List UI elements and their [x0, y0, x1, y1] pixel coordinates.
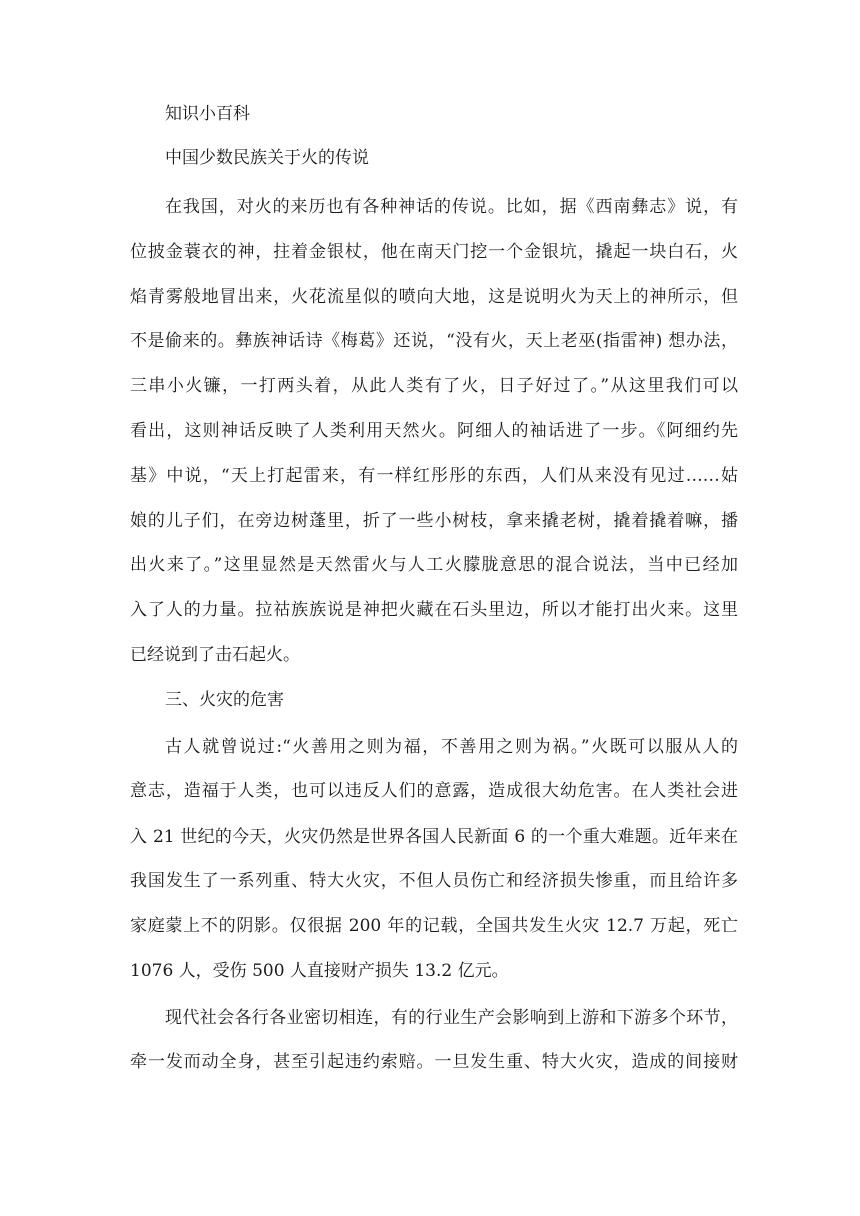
- paragraph-line: 现代社会各行各业密切相连，有的行业生产会影响到上游和下游多个环节，: [165, 1008, 738, 1028]
- paragraph-line: 1076 人，受伤 500 人直接财产损失 13.2 亿元。: [130, 961, 509, 981]
- paragraph-line: 娘的儿子们，在旁边树蓬里，折了一些小树枝，拿来撬老树，撬着撬着嘛，播: [130, 511, 738, 531]
- paragraph-line: 三串小火镰，一打两头着，从此人类有了火，日子好过了。”从这里我们可以: [130, 376, 738, 396]
- section-heading-legend: 中国少数民族关于火的传说: [165, 148, 369, 168]
- section-heading-knowledge: 知识小百科: [165, 104, 250, 124]
- paragraph-line: 入了人的力量。拉祜族族说是神把火藏在石头里边，所以才能打出火来。这里: [130, 600, 738, 620]
- section-heading-fire-hazards: 三、火灾的危害: [165, 690, 284, 710]
- paragraph-line: 古人就曾说过:“火善用之则为福，不善用之则为祸。”火既可以服从人的: [165, 737, 738, 757]
- paragraph-line: 意志，造福于人类，也可以违反人们的意露，造成很大幼危害。在人类社会进: [130, 781, 738, 801]
- paragraph-line: 看出，这则神话反映了人类利用天然火。阿细人的袖话进了一步。《阿细约先: [130, 421, 738, 441]
- paragraph-line: 位披金蓑衣的神，拄着金银杖，他在南天门挖一个金银坑，撬起一块白石，火: [130, 242, 738, 262]
- paragraph-line: 入 21 世纪的今天，火灾仍然是世界各国人民新面 6 的一个重大难题。近年来在: [130, 827, 738, 847]
- paragraph-line: 焰青雾般地冒出来，火花流星似的喷向大地，这是说明火为天上的神所示，但: [130, 287, 738, 307]
- paragraph-line: 在我国，对火的来历也有各种神话的传说。比如，据《西南彝志》说，有: [165, 197, 738, 217]
- paragraph-line: 已经说到了击石起火。: [130, 645, 300, 665]
- paragraph-line: 牵一发而动全身，甚至引起违约索赔。一旦发生重、特大火灾，造成的间接财: [130, 1052, 738, 1072]
- paragraph-line: 我国发生了一系列重、特大火灾，不但人员伤亡和经济损失惨重，而且给许多: [130, 871, 738, 891]
- paragraph-line: 不是偷来的。彝族神话诗《梅葛》还说，“没有火，天上老巫(指雷神) 想办法，: [130, 331, 738, 351]
- paragraph-line: 基》中说，“天上打起雷来，有一样红彤彤的东西，人们从来没有见过……姑: [130, 466, 738, 486]
- paragraph-line: 出火来了。”这里显然是天然雷火与人工火朦胧意思的混合说法，当中已经加: [130, 555, 738, 575]
- paragraph-line: 家庭蒙上不的阴影。仅很据 200 年的记载，全国共发生火灾 12.7 万起，死亡: [130, 916, 738, 936]
